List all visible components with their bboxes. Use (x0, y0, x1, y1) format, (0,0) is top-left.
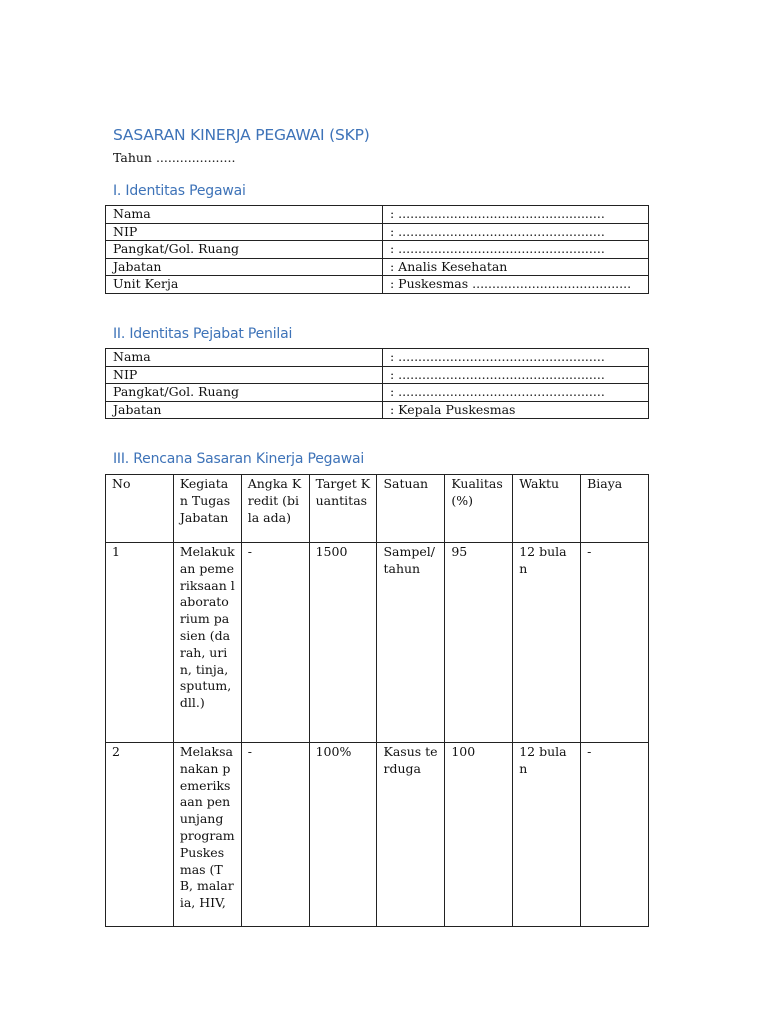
field-label: Nama (106, 206, 383, 224)
table-row (106, 384, 649, 402)
table-row (106, 223, 649, 241)
column-header: Angka Kredit (bila ada) (241, 475, 309, 543)
identitas-pegawai-table (105, 205, 649, 294)
pejabat-penilai-table (105, 348, 649, 419)
table-row (106, 206, 649, 224)
table-row (106, 258, 649, 276)
column-header: Satuan (377, 475, 445, 543)
table-cell: - (241, 543, 309, 743)
field-value: : .................................................... (383, 206, 649, 224)
table-row (106, 543, 649, 743)
table-row (106, 241, 649, 259)
column-header: Kualitas (%) (445, 475, 513, 543)
table-cell: 100 (445, 743, 513, 927)
document-title: SASARAN KINERJA PEGAWAI (SKP) (113, 126, 370, 144)
field-value: : Kepala Puskesmas (383, 401, 649, 419)
field-value: : Analis Kesehatan (383, 258, 649, 276)
table-cell: 2 (106, 743, 174, 927)
table-cell: - (581, 743, 649, 927)
column-header: No (106, 475, 174, 543)
table-cell: Melaksanakan pemeriksaan penunjang program Puskesmas (TB, malaria, HIV, (173, 743, 241, 927)
field-value: : .................................................... (383, 384, 649, 402)
table-row (106, 743, 649, 927)
field-label: NIP (106, 366, 383, 384)
field-label: Pangkat/Gol. Ruang (106, 241, 383, 259)
field-label: Jabatan (106, 401, 383, 419)
table-cell: - (241, 743, 309, 927)
section-heading-identitas-pegawai: I. Identitas Pegawai (113, 183, 246, 199)
table-cell: Kasus terduga (377, 743, 445, 927)
table-row (106, 401, 649, 419)
field-label: Nama (106, 349, 383, 367)
table-row (106, 276, 649, 294)
rencana-skp-table (105, 474, 649, 927)
table-cell: Sampel/ tahun (377, 543, 445, 743)
column-header: Kegiatan Tugas Jabatan (173, 475, 241, 543)
table-cell: - (581, 543, 649, 743)
field-value: : .................................................... (383, 349, 649, 367)
field-label: Jabatan (106, 258, 383, 276)
field-value: : .................................................... (383, 366, 649, 384)
table-cell: 95 (445, 543, 513, 743)
table-cell: 1500 (309, 543, 377, 743)
section-heading-pejabat-penilai: II. Identitas Pejabat Penilai (113, 326, 293, 342)
column-header: Biaya (581, 475, 649, 543)
field-label: Unit Kerja (106, 276, 383, 294)
table-cell: 12 bulan (513, 543, 581, 743)
table-cell: 100% (309, 743, 377, 927)
column-header: Waktu (513, 475, 581, 543)
table-row (106, 349, 649, 367)
field-value: : .................................................... (383, 223, 649, 241)
table-header-row (106, 475, 649, 543)
section-heading-rencana-skp: III. Rencana Sasaran Kinerja Pegawai (113, 451, 365, 467)
table-cell: 1 (106, 543, 174, 743)
year-line: Tahun .................... (113, 150, 236, 165)
table-cell: 12 bulan (513, 743, 581, 927)
column-header: Target Kuantitas (309, 475, 377, 543)
table-row (106, 366, 649, 384)
field-label: Pangkat/Gol. Ruang (106, 384, 383, 402)
table-cell: Melakukan pemeriksaan laboratorium pasien (darah, urin, tinja, sputum, dll.) (173, 543, 241, 743)
field-value: : Puskesmas ........................................ (383, 276, 649, 294)
field-value: : .................................................... (383, 241, 649, 259)
field-label: NIP (106, 223, 383, 241)
